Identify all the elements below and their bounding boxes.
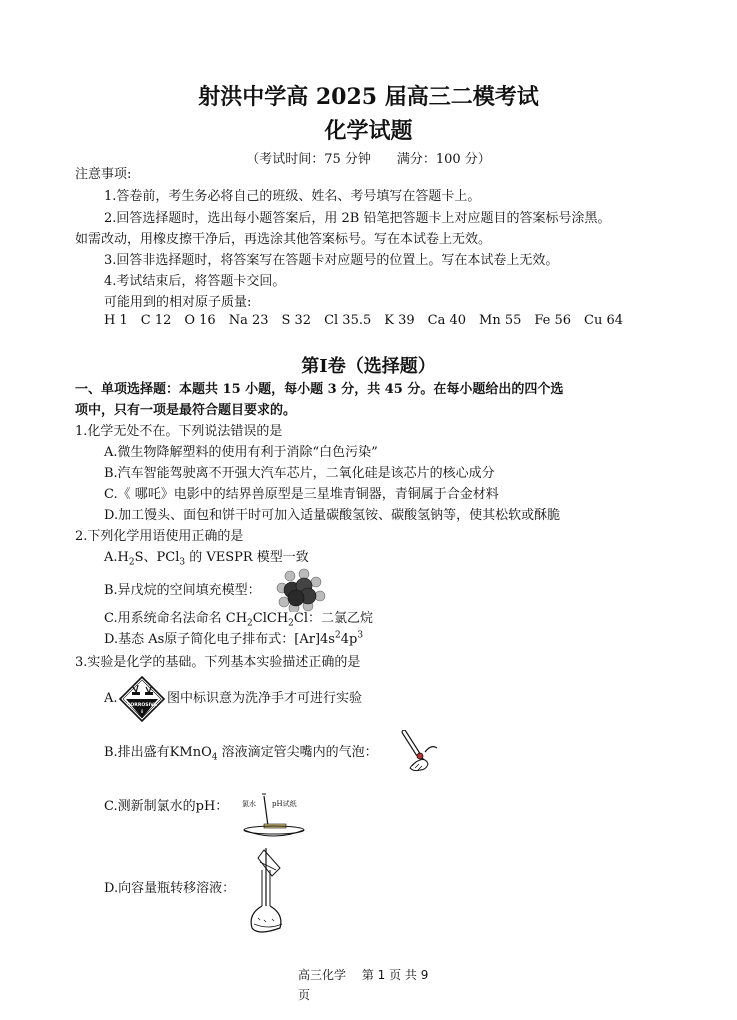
- q3-stem: 3.实验是化学的基础。下列基本实验描述正确的是: [75, 655, 361, 670]
- chlorine-water-label: 氯水: [242, 800, 256, 808]
- volumetric-flask-transfer-illustration: [244, 846, 292, 938]
- q3-option-d: D.向容量瓶转移溶液：: [104, 881, 236, 896]
- svg-text:8: 8: [140, 709, 144, 714]
- atomic-mass-heading: 可能用到的相对原子质量:: [104, 295, 252, 310]
- q3-option-c: C.测新制氯水的pH：: [104, 799, 229, 814]
- section-instruction: 项中，只有一项是最符合题目要求的。: [75, 403, 297, 418]
- burette-bubble-illustration: [398, 730, 442, 776]
- q2-option-a: $A.H_2S$、PCl$_3$ 的 VESPR 模型一致: [104, 550, 309, 568]
- exam-title: 射洪中学高 2025 届高三二模考试: [198, 84, 539, 110]
- q2-option-c: C.用系统命名法命名 $CH_2ClCH_2Cl$：二氯乙烷: [104, 611, 374, 629]
- q2-stem: 2.下列化学用语使用正确的是: [75, 529, 244, 544]
- corrosive-hazard-icon: [118, 675, 166, 723]
- isopentane-space-filling-model: [268, 568, 328, 612]
- q1-option-a: A.微生物降解塑料的使用有利于消除“白色污染”: [104, 445, 378, 460]
- note-item: 4.考试结束后，将答题卡交回。: [104, 274, 286, 289]
- q3-option-b: B.排出盛有KMnO$_4$ 溶液滴定管尖嘴内的气泡：: [104, 745, 378, 763]
- atomic-mass-list: H 1 C 12 O 16 Na 23 S 32 Cl 35.5 K 39 Ca 40 Mn 55 Fe 56 Cu 64: [104, 313, 624, 328]
- notes-heading: 注意事项:: [75, 167, 132, 182]
- q1-stem: 1.化学无处不在。下列说法错误的是: [75, 424, 283, 439]
- page-footer-continued: 页: [298, 988, 311, 1002]
- q3-option-a: 图中标识意为洗净手才可进行实验: [167, 691, 363, 706]
- q1-option-d: D.加工馒头、面包和饼干时可加入适量碳酸氢铵、碳酸氢钠等，使其松软或酥脆: [104, 508, 561, 523]
- q3-option-a-label: A.: [104, 691, 118, 706]
- note-item: 如需改动，用橡皮擦干净后，再选涂其他答案标号。写在本试卷上无效。: [75, 232, 492, 247]
- page-footer: 高三化学 第 1 页 共 9: [298, 968, 429, 982]
- ph-test-illustration: [238, 792, 312, 842]
- q1-option-b: B.汽车智能驾驶离不开强大汽车芯片，二氧化硅是该芯片的核心成分: [104, 466, 495, 481]
- note-item: 3.回答非选择题时，将答案写在答题卡对应题号的位置上。写在本试卷上无效。: [104, 253, 559, 268]
- exam-info: （考试时间：75 分钟 满分：100 分）: [246, 152, 491, 167]
- subject-title: 化学试题: [324, 118, 413, 144]
- note-item: 2.回答选择题时，选出每小题答案后，用 2B 铅笔把答题卡上对应题目的答案标号涂黑。: [104, 211, 611, 226]
- q1-option-c: C.《 哪吒》电影中的结界兽原型是三星堆青铜器，青铜属于合金材料: [104, 487, 499, 502]
- ph-paper-label: pH试纸: [272, 800, 297, 808]
- section-title: 第I卷（选择题）: [301, 356, 436, 377]
- q2-option-d: D.基态 As原子简化电子排布式：$[Ar]4s^24p^3$: [104, 630, 364, 647]
- corrosive-label: CORROSIVE: [127, 703, 157, 708]
- q2-option-b: B.异戊烷的空间填充模型：: [104, 583, 261, 598]
- section-instruction: 一、单项选择题：本题共 15 小题，每小题 3 分，共 45 分。在每小题给出的四个选: [75, 382, 564, 397]
- note-item: 1.答卷前，考生务必将自己的班级、姓名、考号填写在答题卡上。: [104, 189, 481, 204]
